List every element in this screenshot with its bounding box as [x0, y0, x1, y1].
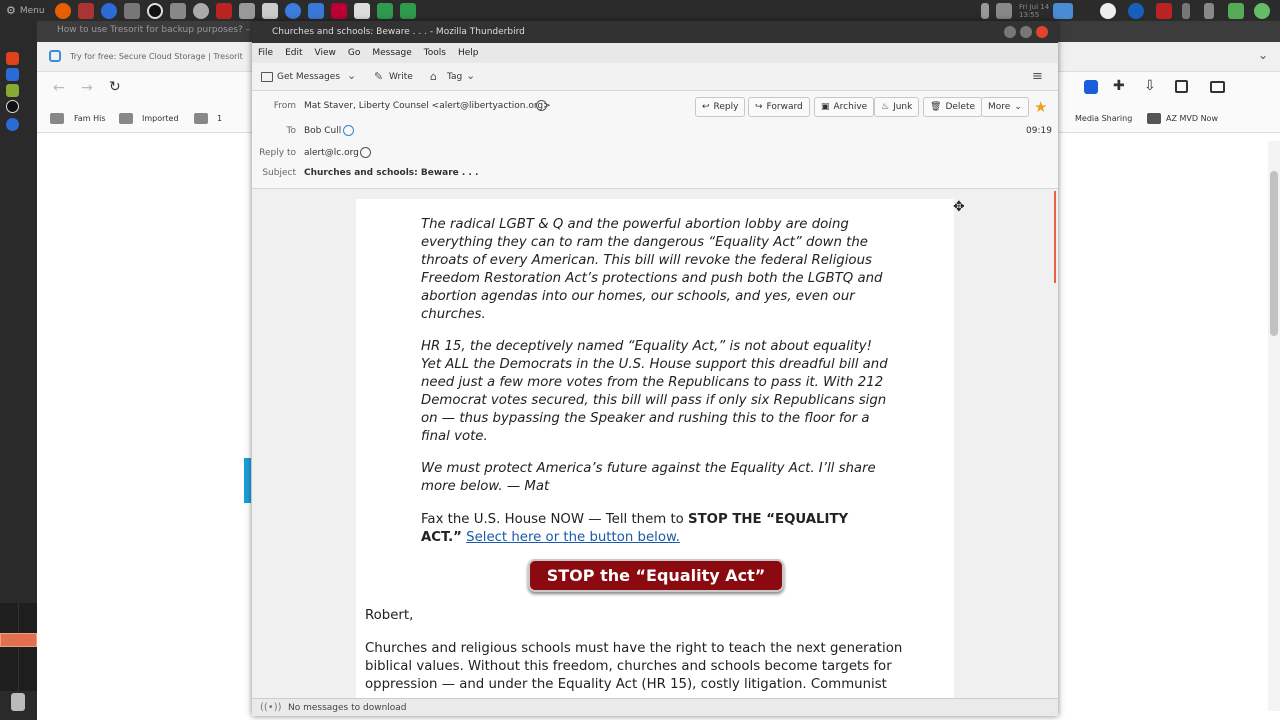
bookmark-folder-icon — [119, 113, 133, 124]
menu-help[interactable]: Help — [457, 48, 479, 58]
message-scrollbar[interactable] — [1051, 189, 1058, 698]
more-label: More — [988, 102, 1011, 112]
disk-icon[interactable] — [193, 3, 209, 19]
status-bar — [252, 698, 1058, 716]
left-dock — [0, 21, 37, 720]
write-button[interactable]: Write — [389, 72, 413, 82]
printer-icon[interactable] — [354, 3, 370, 19]
star-icon[interactable]: ★ — [1034, 98, 1048, 116]
get-messages-dropdown-icon[interactable]: ⌄ — [347, 69, 357, 82]
fax-paragraph — [421, 511, 891, 547]
forward-icon[interactable]: → — [81, 80, 93, 96]
delete-button[interactable] — [923, 97, 982, 117]
bookmark-item[interactable]: Fam His — [74, 114, 106, 123]
window-title: Churches and schools: Beware . . . - Mozilla Thunderbird — [272, 27, 525, 37]
spreadsheet-icon[interactable] — [377, 3, 393, 19]
to-label: To — [286, 126, 296, 136]
wallet-icon[interactable] — [1210, 81, 1225, 93]
thunderbird-dock-icon[interactable] — [6, 68, 19, 81]
firefox-icon[interactable] — [55, 3, 71, 19]
page-accent — [244, 458, 251, 503]
bluetooth-icon[interactable] — [1182, 3, 1190, 19]
get-messages-icon[interactable] — [261, 72, 273, 82]
thunderbird-window — [252, 21, 1058, 716]
email-paragraph: We must protect America’s future against the Equality Act. I’ll share more below. — Mat — [421, 461, 876, 494]
spreadsheet2-icon[interactable] — [400, 3, 416, 19]
mic-icon[interactable] — [981, 3, 989, 19]
obs-icon[interactable] — [147, 3, 163, 19]
obs-tray-icon[interactable] — [1100, 3, 1116, 19]
email-paragraph: Churches and religious schools must have the right to teach the next generation biblical values. Without this freedom, churches and schools become targets for oppression — and under the Equality Act (HR 15), costly litigation. Communist — [365, 641, 903, 692]
message-body-area — [252, 189, 1058, 698]
tag-icon[interactable]: ⌂ — [430, 70, 437, 83]
minimize-button[interactable] — [1004, 26, 1016, 38]
menu-message[interactable]: Message — [372, 48, 412, 58]
bookmark-item[interactable]: Imported — [142, 114, 179, 123]
menu-label[interactable]: Menu — [19, 5, 45, 16]
status-text: No messages to download — [288, 702, 407, 713]
menu-tools[interactable]: Tools — [423, 48, 446, 58]
more-button[interactable] — [981, 97, 1029, 117]
app2-icon[interactable] — [331, 3, 347, 19]
settings-icon[interactable] — [124, 3, 140, 19]
reply-button[interactable] — [695, 97, 745, 117]
bookmark-item[interactable]: Media Sharing — [1075, 114, 1133, 123]
move-cursor-icon: ✥ — [953, 199, 965, 215]
menu-go[interactable]: Go — [347, 48, 361, 58]
tresorit-icon — [49, 50, 61, 62]
brave-icon[interactable] — [6, 52, 19, 65]
bitwarden-icon[interactable] — [1084, 80, 1098, 94]
fax-bold: STOP THE “EQUALITY ACT.” — [421, 512, 849, 545]
reply-to-value[interactable]: alert@lc.org — [304, 148, 359, 158]
clock[interactable]: Fri Jul 14 13:55 — [1019, 2, 1050, 19]
from-label: From — [273, 101, 296, 111]
camera-icon[interactable] — [262, 3, 278, 19]
bookmark-item[interactable]: 1 — [217, 114, 223, 123]
forward-label: Forward — [766, 102, 803, 112]
reply-to-label: Reply to — [259, 148, 296, 158]
reload-icon[interactable]: ↻ — [109, 79, 121, 95]
menu-edit[interactable]: Edit — [285, 48, 303, 58]
browser-tab[interactable]: How to use Tresorit for backup purposes? – — [57, 25, 251, 35]
thunderbird-icon[interactable] — [101, 3, 117, 19]
forward-button[interactable] — [748, 97, 810, 117]
bookmark-item[interactable]: AZ MVD Now — [1166, 114, 1218, 123]
archive-button[interactable] — [814, 97, 874, 117]
fax-text: Fax the U.S. House NOW — Tell them to — [421, 512, 689, 527]
hp-icon[interactable] — [1128, 3, 1144, 19]
forward-icon: ↪ — [755, 102, 763, 112]
top-panel — [0, 0, 1280, 21]
stop-equality-act-button[interactable]: STOP the “Equality Act” — [528, 559, 784, 592]
contact-card-icon[interactable] — [343, 125, 354, 136]
tag-dropdown-icon[interactable]: ⌄ — [466, 69, 476, 82]
menu-bar — [252, 43, 1058, 63]
back-icon[interactable]: ← — [53, 80, 65, 96]
download-icon[interactable]: ⇩ — [1144, 78, 1156, 94]
menu-view[interactable]: View — [314, 48, 336, 58]
subject-label: Subject — [262, 168, 296, 178]
menu-icon[interactable]: ⚙ — [6, 4, 16, 17]
app-menu-icon[interactable]: ≡ — [1032, 69, 1043, 84]
tray-app-icon[interactable] — [1156, 3, 1172, 19]
tb-dock-icon[interactable] — [6, 118, 19, 131]
close-button[interactable] — [1036, 26, 1048, 38]
greeting: Robert, — [365, 608, 414, 623]
extensions-icon[interactable]: ✚ — [1113, 78, 1125, 94]
network-icon[interactable] — [1204, 3, 1214, 19]
message-header — [252, 91, 1058, 189]
page-scrollbar[interactable] — [1268, 141, 1280, 711]
tag-button[interactable]: Tag — [447, 72, 463, 82]
sidebar-icon[interactable] — [1175, 80, 1188, 93]
banner-text[interactable]: Try for free: Secure Cloud Storage | Tresorit — [70, 52, 243, 61]
main-toolbar — [252, 63, 1058, 91]
junk-button[interactable] — [874, 97, 919, 117]
title-bar[interactable] — [252, 21, 1058, 43]
document-icon[interactable] — [308, 3, 324, 19]
email-paragraph: HR 15, the deceptively named “Equality Act,” is not about equality! Yet ALL the Democrats in the U.S. House support this dreadful bill and need just a few more votes from the Republicans to pass it. With 212 Democrat votes secured, this bill will pass if only six Republicans sign on — thus bypassing the Speaker and rushing this to the floor for a final vote. — [421, 339, 888, 444]
files-icon[interactable] — [170, 3, 186, 19]
message-time: 09:19 — [1026, 126, 1052, 136]
fax-link[interactable]: Select here or the button below. — [466, 530, 680, 545]
app-dock-icon[interactable] — [6, 84, 19, 97]
cloud-icon[interactable] — [1053, 3, 1073, 19]
archive-icon: ▣ — [821, 102, 830, 112]
archive-label: Archive — [833, 102, 868, 112]
delete-label: Delete — [945, 102, 976, 112]
update-icon[interactable] — [1254, 3, 1270, 19]
obs-dock-icon[interactable] — [6, 100, 19, 113]
battery-icon[interactable] — [1228, 3, 1244, 19]
az-icon — [1147, 113, 1161, 124]
delete-icon: 🗑 — [930, 102, 942, 112]
menu-file[interactable]: File — [258, 48, 274, 58]
get-messages-button[interactable]: Get Messages — [277, 72, 341, 82]
junk-label: Junk — [893, 102, 913, 112]
activity-icon[interactable]: ((•)) — [260, 702, 282, 713]
reply-icon: ↩ — [702, 102, 710, 112]
to-value[interactable]: Bob Cull — [304, 126, 342, 136]
subject-value: Churches and schools: Beware . . . — [304, 168, 479, 178]
write-icon[interactable]: ✎ — [374, 70, 384, 83]
reply-label: Reply — [713, 102, 739, 112]
workspace-switcher[interactable] — [0, 603, 37, 691]
help-icon[interactable] — [285, 3, 301, 19]
contact-icon[interactable] — [536, 100, 547, 111]
trash-icon[interactable] — [11, 693, 25, 711]
media-icon[interactable] — [216, 3, 232, 19]
email-paragraph: The radical LGBT & Q and the powerful abortion lobby are doing everything they can to ram the dangerous “Equality Act” down the throats of every American. This bill will revoke the federal Religious Freedom Restoration Act’s protections and push both the LGBTQ and abortion agendas into our homes, our schools, and yes, even our churches. — [421, 217, 883, 322]
contact-icon[interactable] — [360, 147, 371, 158]
volume-icon[interactable] — [996, 3, 1012, 19]
junk-icon: ♨ — [881, 102, 890, 112]
email-content — [356, 199, 954, 698]
monitor-icon[interactable] — [239, 3, 255, 19]
bookmark-folder-icon — [50, 113, 64, 124]
app-icon[interactable] — [78, 3, 94, 19]
bookmark-folder-icon — [194, 113, 208, 124]
maximize-button[interactable] — [1020, 26, 1032, 38]
chevron-down-icon[interactable]: ⌄ — [1257, 48, 1268, 62]
chevron-down-icon: ⌄ — [1014, 102, 1022, 112]
from-value[interactable]: Mat Staver, Liberty Counsel <alert@libertyaction.org> — [304, 101, 551, 111]
